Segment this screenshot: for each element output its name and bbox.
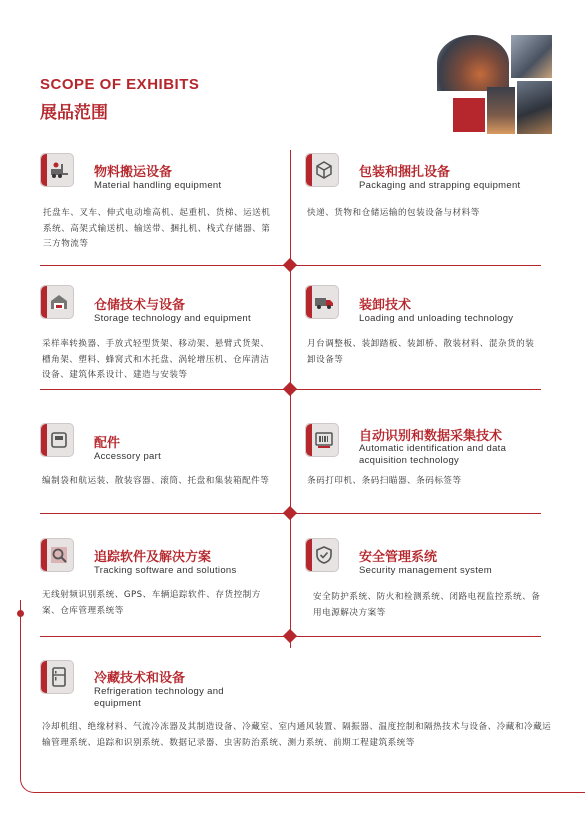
section-title-en: Material handling equipment <box>94 180 222 191</box>
section-title-en: Tracking software and solutions <box>94 565 237 576</box>
ship-photo <box>517 81 552 134</box>
section-description: 安全防护系统、防火和检测系统、闭路电视监控系统、备用电源解决方案等 <box>313 592 541 618</box>
section-title-cn: 仓储技术与设备 <box>94 298 186 313</box>
accessory-box-icon <box>40 423 74 457</box>
refrigerator-icon <box>40 660 74 694</box>
section-title-en: Packaging and strapping equipment <box>359 180 521 191</box>
section-description: 编制袋和航运装、散装容器、滚筒、托盘和集装箱配件等 <box>42 476 270 486</box>
accent-block <box>453 98 485 132</box>
forklift-icon <box>40 153 74 187</box>
section-title-cn: 追踪软件及解决方案 <box>94 550 212 565</box>
section-title-en: Security management system <box>359 565 492 576</box>
section-title-cn: 配件 <box>94 436 121 451</box>
crane-photo <box>511 35 552 78</box>
barcode-printer-icon <box>305 423 339 457</box>
row-divider <box>40 265 290 266</box>
package-icon <box>305 153 339 187</box>
section-title-en: Storage technology and equipment <box>94 313 251 324</box>
section-description: 冷却机组、绝缘材料、气流冷冻器及其制造设备、冷藏室、室内通风装置、隔振器、温度控制和隔热技术与设备、冷藏和冷藏运输管理系统、追踪和识别系统、数据记录器、虫害防治系统、测力系统、前期工程建筑系统等 <box>42 722 552 748</box>
container-photo <box>487 87 515 134</box>
row-divider <box>291 389 541 390</box>
section-title-en: Automatic identification and data acquisition technology <box>359 443 507 466</box>
section-description: 无线射频识别系统、GPS、车辆追踪软件、存货控制方案、仓库管理系统等 <box>42 590 261 616</box>
section-title-en: Loading and unloading technology <box>359 313 514 324</box>
title-en: SCOPE OF EXHIBITS <box>40 76 200 93</box>
map-search-icon <box>40 538 74 572</box>
row-divider <box>40 513 290 514</box>
divider-diamond <box>283 382 297 396</box>
section-description: 快递、货物和仓储运输的包装设备与材料等 <box>307 208 480 218</box>
shield-icon <box>305 538 339 572</box>
section-description: 月台调整板、装卸踏板、装卸桥、散装材料、混杂货的装卸设备等 <box>307 339 535 365</box>
hero-photo-collage <box>437 35 552 134</box>
section-title-cn: 自动识别和数据采集技术 <box>359 429 503 444</box>
divider-diamond <box>283 506 297 520</box>
section-title-en: Accessory part <box>94 451 162 462</box>
divider-diamond <box>283 258 297 272</box>
section-title-cn: 安全管理系统 <box>359 550 438 565</box>
section-title-cn: 装卸技术 <box>359 298 412 313</box>
section-title-cn: 冷藏技术和设备 <box>94 671 186 686</box>
row-divider <box>291 513 541 514</box>
section-title-cn: 物料搬运设备 <box>94 165 173 180</box>
section-description: 托盘车、叉车、伸式电动堆高机、起重机、货梯、运送机系统、高架式输送机、输送带、捆扎机、栈式存储器、第三方物流等 <box>43 208 271 249</box>
row-divider <box>40 389 290 390</box>
section-description: 条码打印机、条码扫瞄器、条码标签等 <box>307 476 462 486</box>
truck-icon <box>305 285 339 319</box>
port-photo <box>437 35 509 91</box>
row-divider <box>291 265 541 266</box>
warehouse-icon <box>40 285 74 319</box>
decorative-dot <box>17 610 24 617</box>
section-description: 采样率转换器、手放式轻型货架、移动架、悬臂式货架、槽角架、塑料、蜂窝式和木托盘、涡轮增压机、仓库清洁设备、建筑体系设计、建造与安装等 <box>42 339 270 380</box>
section-title-cn: 包装和捆扎设备 <box>359 165 451 180</box>
section-title-en: Refrigeration technology and equipment <box>94 686 224 709</box>
title-cn: 展品范围 <box>40 103 108 123</box>
